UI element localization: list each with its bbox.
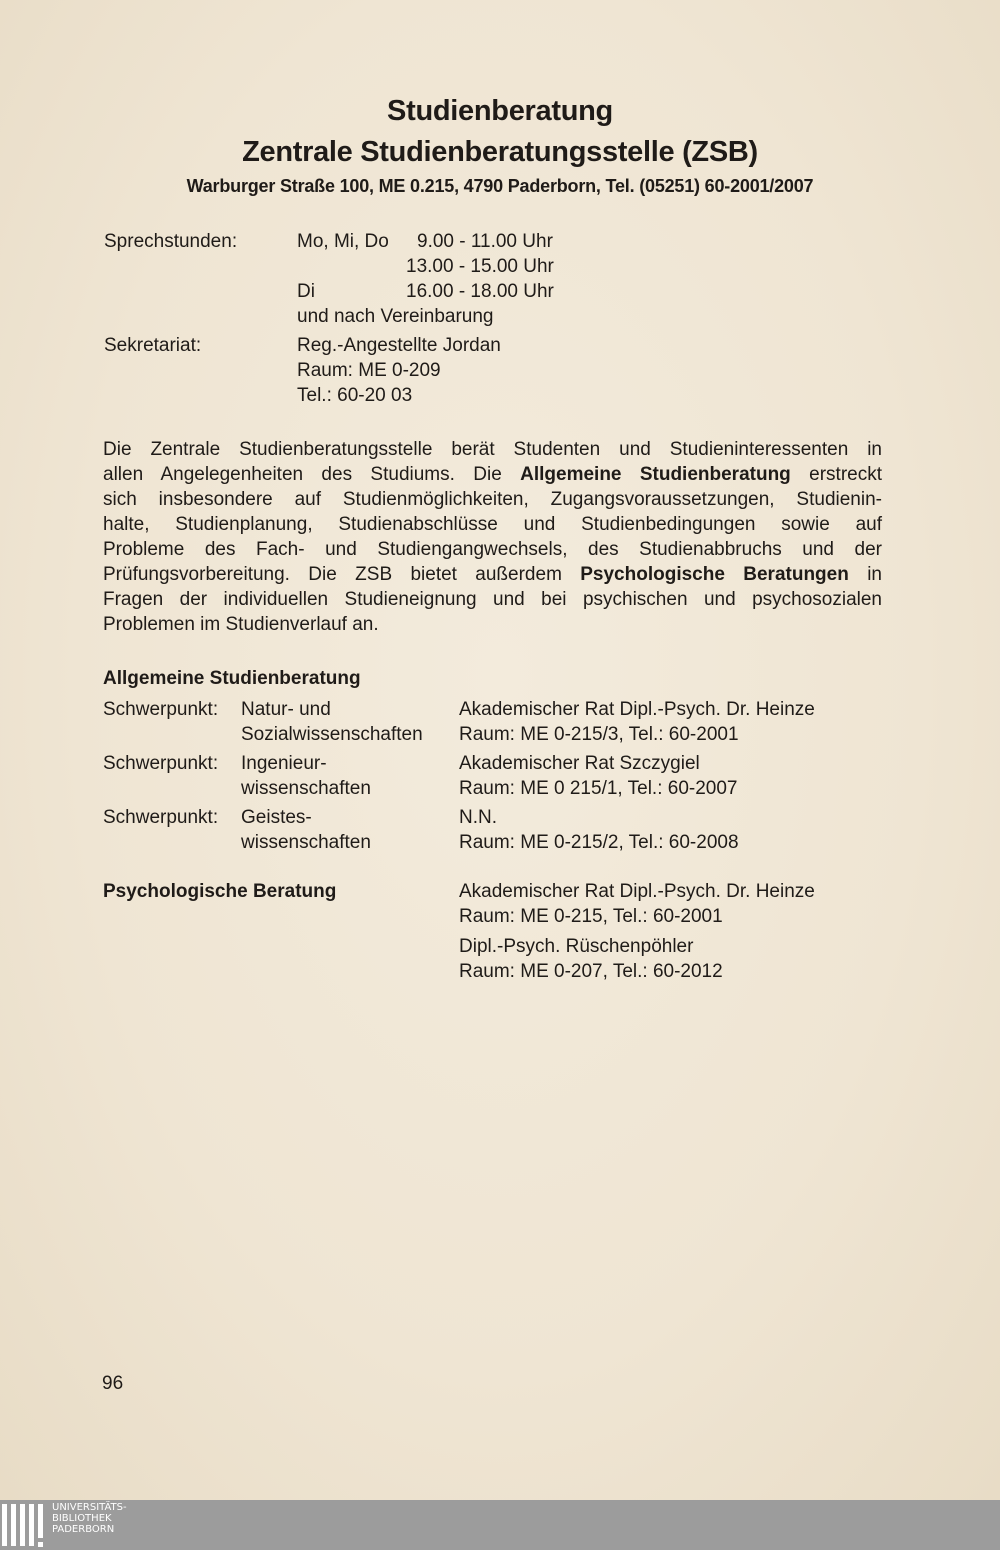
section-heading-psych: Psychologische Beratung (103, 881, 337, 902)
paragraph-line: Die Zentrale Studienberatungsstelle berät Studenten und Studieninteressenten in (103, 439, 882, 460)
section-heading-general: Allgemeine Studienberatung (103, 668, 361, 689)
address-line: Warburger Straße 100, ME 0.215, 4790 Paderborn, Tel. (05251) 60-2001/2007 (186, 176, 814, 196)
page-subtitle: Zentrale Studienberatungsstelle (ZSB) (242, 136, 758, 168)
page-number: 96 (102, 1373, 124, 1394)
focus-label: Schwerpunkt: (103, 807, 219, 828)
paragraph-line: halte, Studienplanung, Studienabschlüsse und Studienbedingungen sowie auf (103, 514, 882, 535)
page-title: Studienberatung (387, 95, 613, 127)
paragraph-line: Problemen im Studienverlauf an. (103, 614, 379, 635)
advisor-room: Raum: ME 0-215/2, Tel.: 60-2008 (459, 832, 739, 853)
intro-paragraph (103, 437, 882, 637)
advisor-room: Raum: ME 0-215/3, Tel.: 60-2001 (459, 724, 739, 745)
hours-time: 9.00 - 11.00 Uhr (417, 231, 553, 252)
library-logo-text: UNIVERSITÄTS- BIBLIOTHEK PADERBORN (52, 1502, 127, 1535)
focus-area: wissenschaften (241, 778, 371, 799)
emphasis: Psychologische Beratungen (580, 564, 849, 585)
hours-label: Sprechstunden: (104, 231, 238, 252)
hours-note: und nach Vereinbarung (297, 306, 494, 327)
focus-area: wissenschaften (241, 832, 371, 853)
paragraph-line: Probleme des Fach- und Studiengangwechsels, des Studienabbruchs und der (103, 539, 882, 560)
secretariat-room: Raum: ME 0-209 (297, 360, 441, 381)
focus-area: Ingenieur- (241, 753, 327, 774)
library-footer (0, 1500, 1000, 1550)
paragraph-line: Prüfungsvorbereitung. Die ZSB bietet außerdem Psychologische Beratungen in (103, 564, 882, 585)
secretariat-label: Sekretariat: (104, 335, 202, 356)
focus-area: Sozialwissenschaften (241, 724, 423, 745)
focus-area: Natur- und (241, 699, 331, 720)
advisor-name: Dipl.-Psych. Rüschenpöhler (459, 936, 694, 957)
secretariat-phone: Tel.: 60-20 03 (297, 385, 413, 406)
secretariat-name: Reg.-Angestellte Jordan (297, 335, 501, 356)
advisor-room: Raum: ME 0-207, Tel.: 60-2012 (459, 961, 723, 982)
advisor-room: Raum: ME 0-215, Tel.: 60-2001 (459, 906, 723, 927)
emphasis: Allgemeine Studienberatung (520, 464, 791, 485)
advisor-name: Akademischer Rat Dipl.-Psych. Dr. Heinze (459, 881, 815, 902)
paragraph-line: Fragen der individuellen Studieneignung und bei psychischen und psychosozialen (103, 589, 882, 610)
advisor-name: Akademischer Rat Szczygiel (459, 753, 700, 774)
advisor-name: N.N. (459, 807, 497, 828)
advisor-name: Akademischer Rat Dipl.-Psych. Dr. Heinze (459, 699, 815, 720)
focus-label: Schwerpunkt: (103, 699, 219, 720)
focus-area: Geistes- (241, 807, 312, 828)
paragraph-line: allen Angelegenheiten des Studiums. Die Allgemeine Studienberatung erstreckt (103, 464, 882, 485)
hours-days: Mo, Mi, Do (297, 231, 389, 252)
hours-days: Di (297, 281, 315, 302)
focus-label: Schwerpunkt: (103, 753, 219, 774)
paragraph-line: sich insbesondere auf Studienmöglichkeiten, Zugangsvoraussetzungen, Studienin- (103, 489, 882, 510)
hours-time: 16.00 - 18.00 Uhr (406, 281, 554, 302)
hours-time: 13.00 - 15.00 Uhr (406, 256, 554, 277)
advisor-room: Raum: ME 0 215/1, Tel.: 60-2007 (459, 778, 738, 799)
